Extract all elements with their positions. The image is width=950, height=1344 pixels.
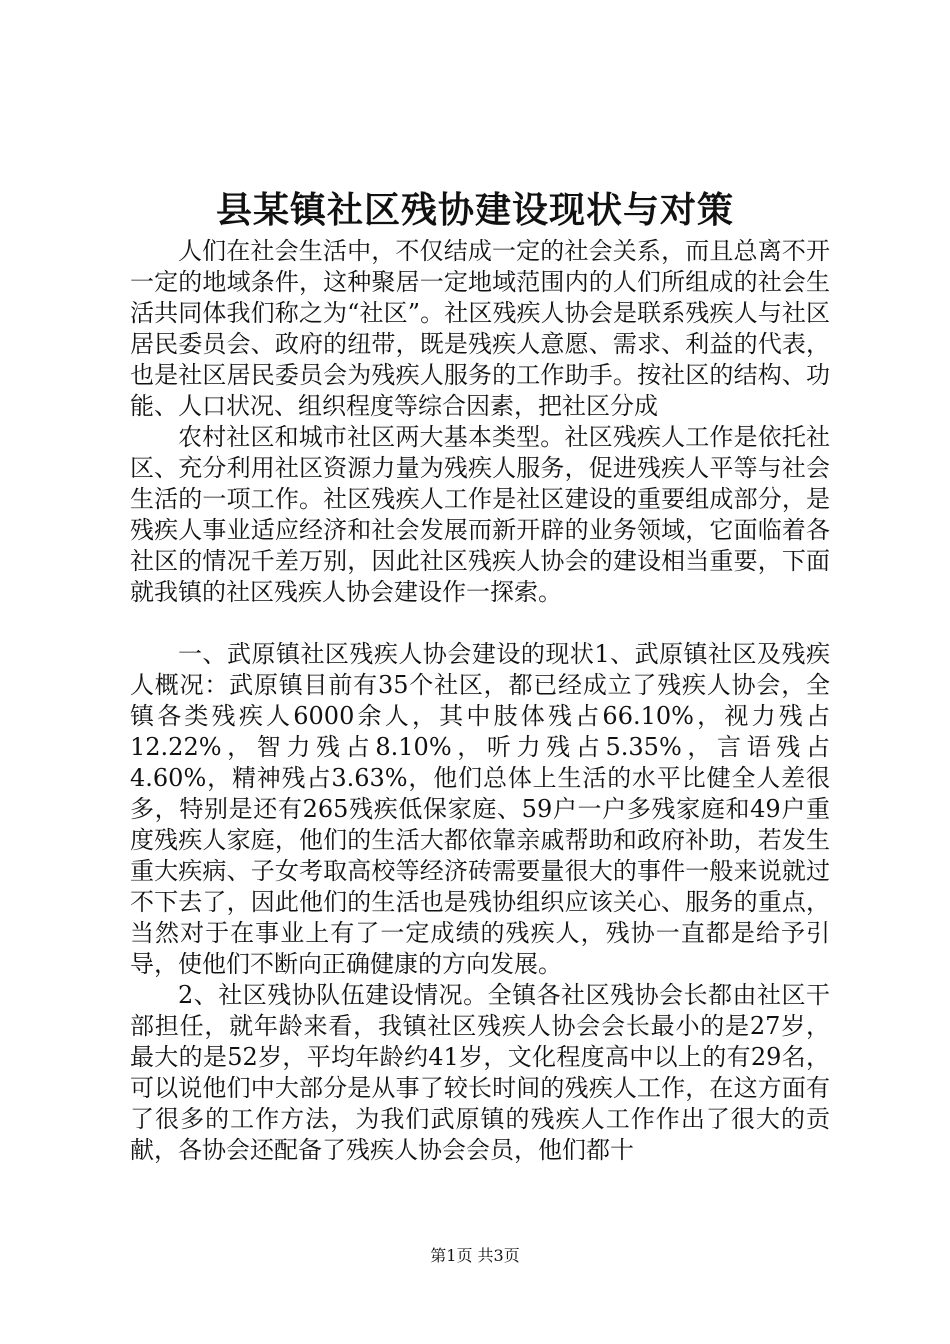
paragraph-1: 人们在社会生活中，不仅结成一定的社会关系，而且总离不开一定的地域条件，这种聚居一定地域范围内的人们所组成的社会生活共同体我们称之为“社区”。社区残疾人协会是联系残疾人与社区居民委员会、政府的纽带，既是残疾人意愿、需求、利益的代表，也是社区居民委员会为残疾人服务的工作助手。按社区的结构、功能、人口状况、组织程度等综合因素，把社区分成 bbox=[130, 237, 830, 420]
paragraph-3: 一、武原镇社区残疾人协会建设的现状1、武原镇社区及残疾人概况：武原镇目前有35个社区，都已经成立了残疾人协会，全镇各类残疾人6000余人，其中肢体残占66.10%，视力残占12.22%，智力残占8.10%，听力残占5.35%，言语残占4.60%，精神残占3.63%，他们总体上生活的水平比健全人差很多，特别是还有265残疾低保家庭、59户一户多残家庭和49户重度残疾人家庭，他们的生活大都依靠亲戚帮助和政府补助，若发生重大疾病、子女考取高校等经济砖需要量很大的事件一般来说就过不下去了，因此他们的生活也是残协组织应该关心、服务的重点，当然对于在事业上有了一定成绩的残疾人，残协一直都是给予引导，使他们不断向正确健康的方向发展。 bbox=[130, 640, 830, 978]
paragraph-2: 农村社区和城市社区两大基本类型。社区残疾人工作是依托社区、充分利用社区资源力量为残疾人服务，促进残疾人平等与社会生活的一项工作。社区残疾人工作是社区建设的重要组成部分，是残疾人事业适应经济和社会发展而新开辟的业务领域，它面临着各社区的情况千差万别，因此社区残疾人协会的建设相当重要，下面就我镇的社区残疾人协会建设作一探索。 bbox=[130, 423, 830, 606]
paragraph-4: 2、社区残协队伍建设情况。全镇各社区残协会长都由社区干部担任，就年龄来看，我镇社区残疾人协会会长最小的是27岁，最大的是52岁，平均年龄约41岁，文化程度高中以上的有29名，可以说他们中大部分是从事了较长时间的残疾人工作，在这方面有了很多的工作方法，为我们武原镇的残疾人工作作出了很大的贡献，各协会还配备了残疾人协会会员，他们都十 bbox=[130, 981, 830, 1164]
page-number-footer: 第1页 共3页 bbox=[430, 1246, 520, 1265]
document-body bbox=[130, 236, 830, 1166]
document-title: 县某镇社区残协建设现状与对策 bbox=[215, 189, 734, 231]
